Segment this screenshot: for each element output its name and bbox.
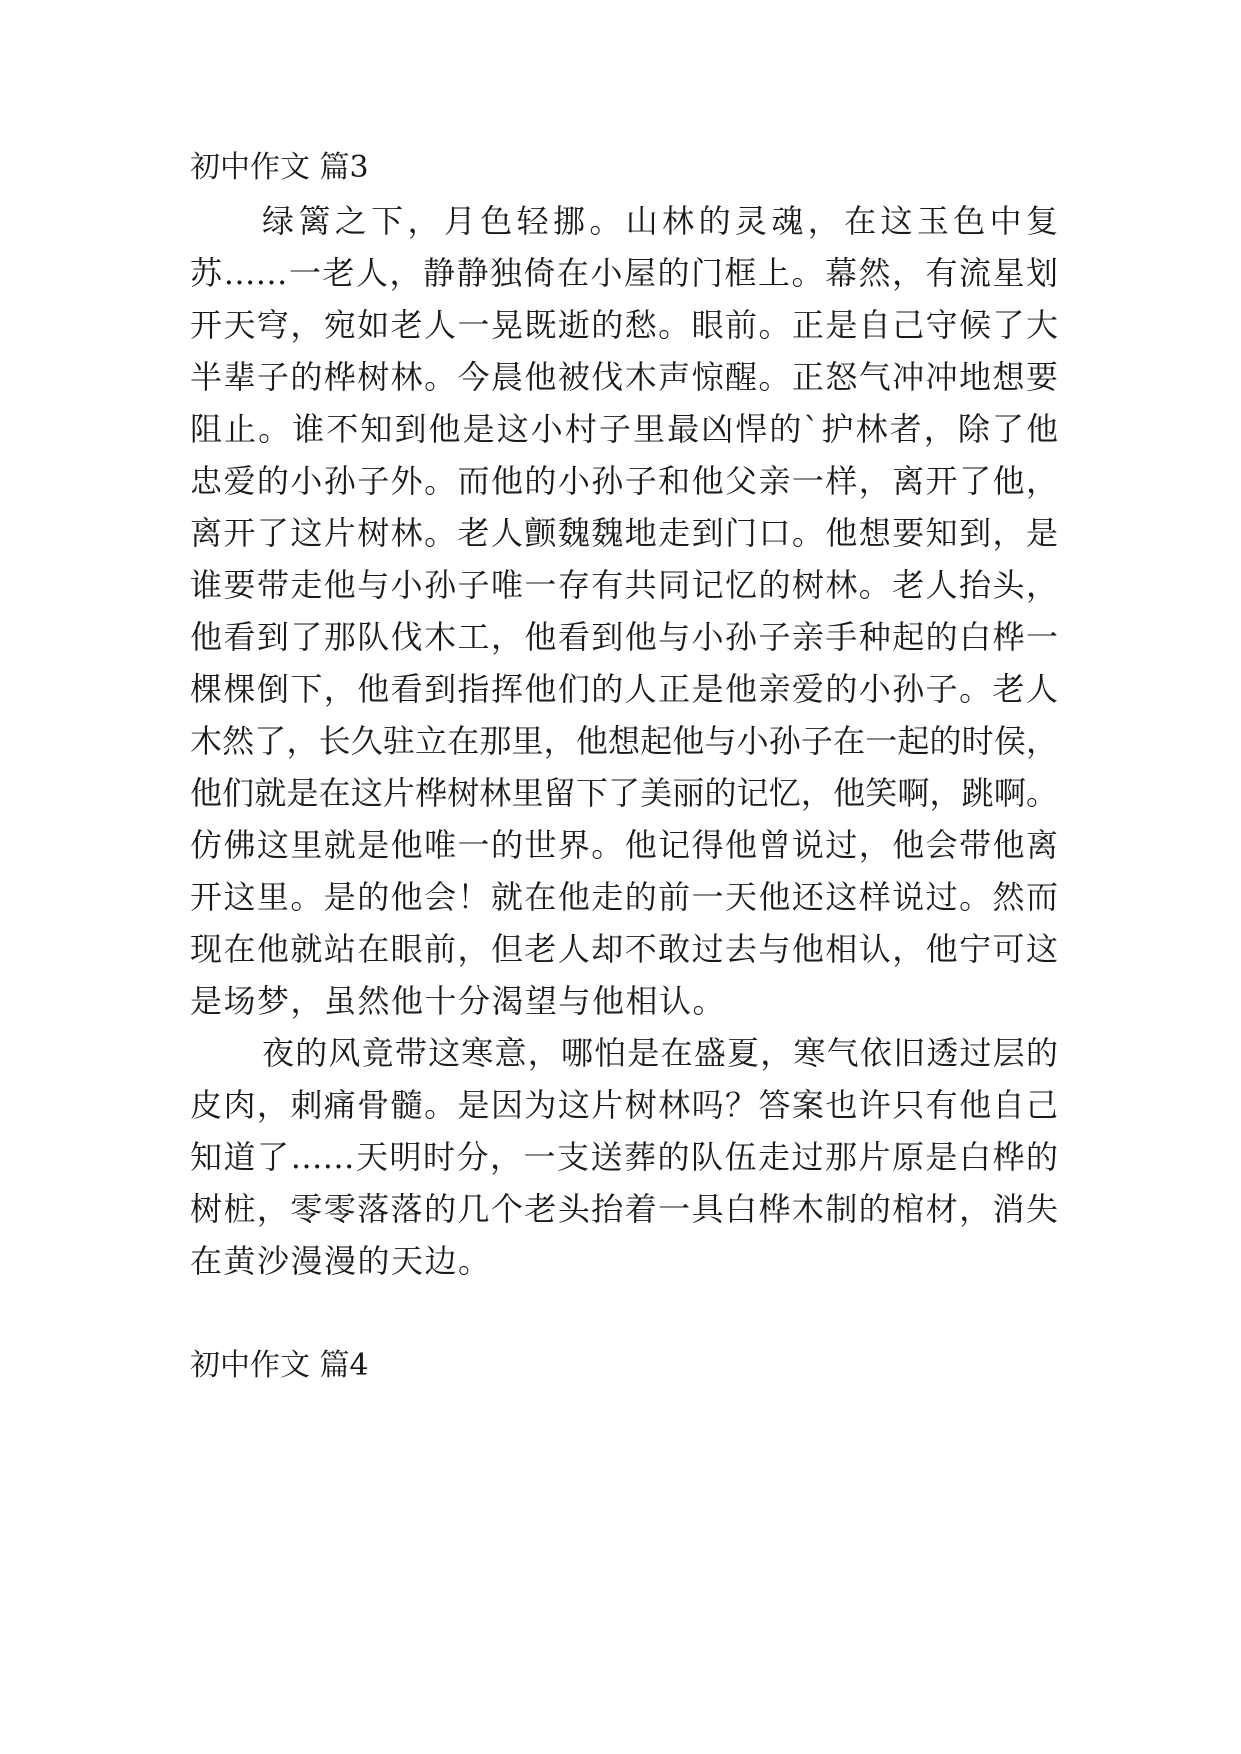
essay-heading: 初中作文 篇3 [190, 150, 369, 185]
text-line: 皮肉，刺痛骨髓。是因为这片树林吗？答案也许只有他自己 [190, 1086, 1058, 1124]
text-line: 是场梦，虽然他十分渴望与他相认。 [190, 982, 727, 1020]
text-line: 仿佛这里就是他唯一的世界。他记得他曾说过，他会带他离 [190, 826, 1058, 864]
text-line: 绿篱之下，月色轻挪。山林的灵魂，在这玉色中复 [262, 202, 1058, 240]
text-line: 苏……一老人，静静独倚在小屋的门框上。幕然，有流星划 [190, 254, 1058, 292]
text-line: 他看到了那队伐木工，他看到他与小孙子亲手种起的白桦一 [190, 618, 1058, 656]
text-line: 开天穹，宛如老人一晃既逝的愁。眼前。正是自己守候了大 [190, 306, 1058, 344]
text-line: 半辈子的桦树林。今晨他被伐木声惊醒。正怒气冲冲地想要 [190, 358, 1058, 396]
text-line: 阻止。谁不知到他是这小村子里最凶悍的`护林者，除了他 [190, 410, 1058, 448]
text-line: 他们就是在这片桦树林里留下了美丽的记忆，他笑啊，跳啊。 [190, 774, 1058, 812]
text-line: 离开了这片树林。老人颤魏魏地走到门口。他想要知到，是 [190, 514, 1058, 552]
text-line: 树桩，零零落落的几个老头抬着一具白桦木制的棺材，消失 [190, 1190, 1058, 1228]
text-line: 木然了，长久驻立在那里，他想起他与小孙子在一起的时侯， [190, 722, 1058, 760]
text-line: 现在他就站在眼前，但老人却不敢过去与他相认，他宁可这 [190, 930, 1058, 968]
text-line: 在黄沙漫漫的天边。 [190, 1242, 492, 1280]
text-line: 棵棵倒下，他看到指挥他们的人正是他亲爱的小孙子。老人 [190, 670, 1058, 708]
text-line: 谁要带走他与小孙子唯一存有共同记忆的树林。老人抬头， [190, 566, 1058, 604]
text-line: 夜的风竟带这寒意，哪怕是在盛夏，寒气依旧透过层的 [262, 1034, 1058, 1072]
text-line: 开这里。是的他会！就在他走的前一天他还这样说过。然而 [190, 878, 1058, 916]
essay-heading: 初中作文 篇4 [190, 1348, 369, 1383]
text-line: 忠爱的小孙子外。而他的小孙子和他父亲一样，离开了他， [190, 462, 1058, 500]
text-line: 知道了……天明时分，一支送葬的队伍走过那片原是白桦的 [190, 1138, 1058, 1176]
